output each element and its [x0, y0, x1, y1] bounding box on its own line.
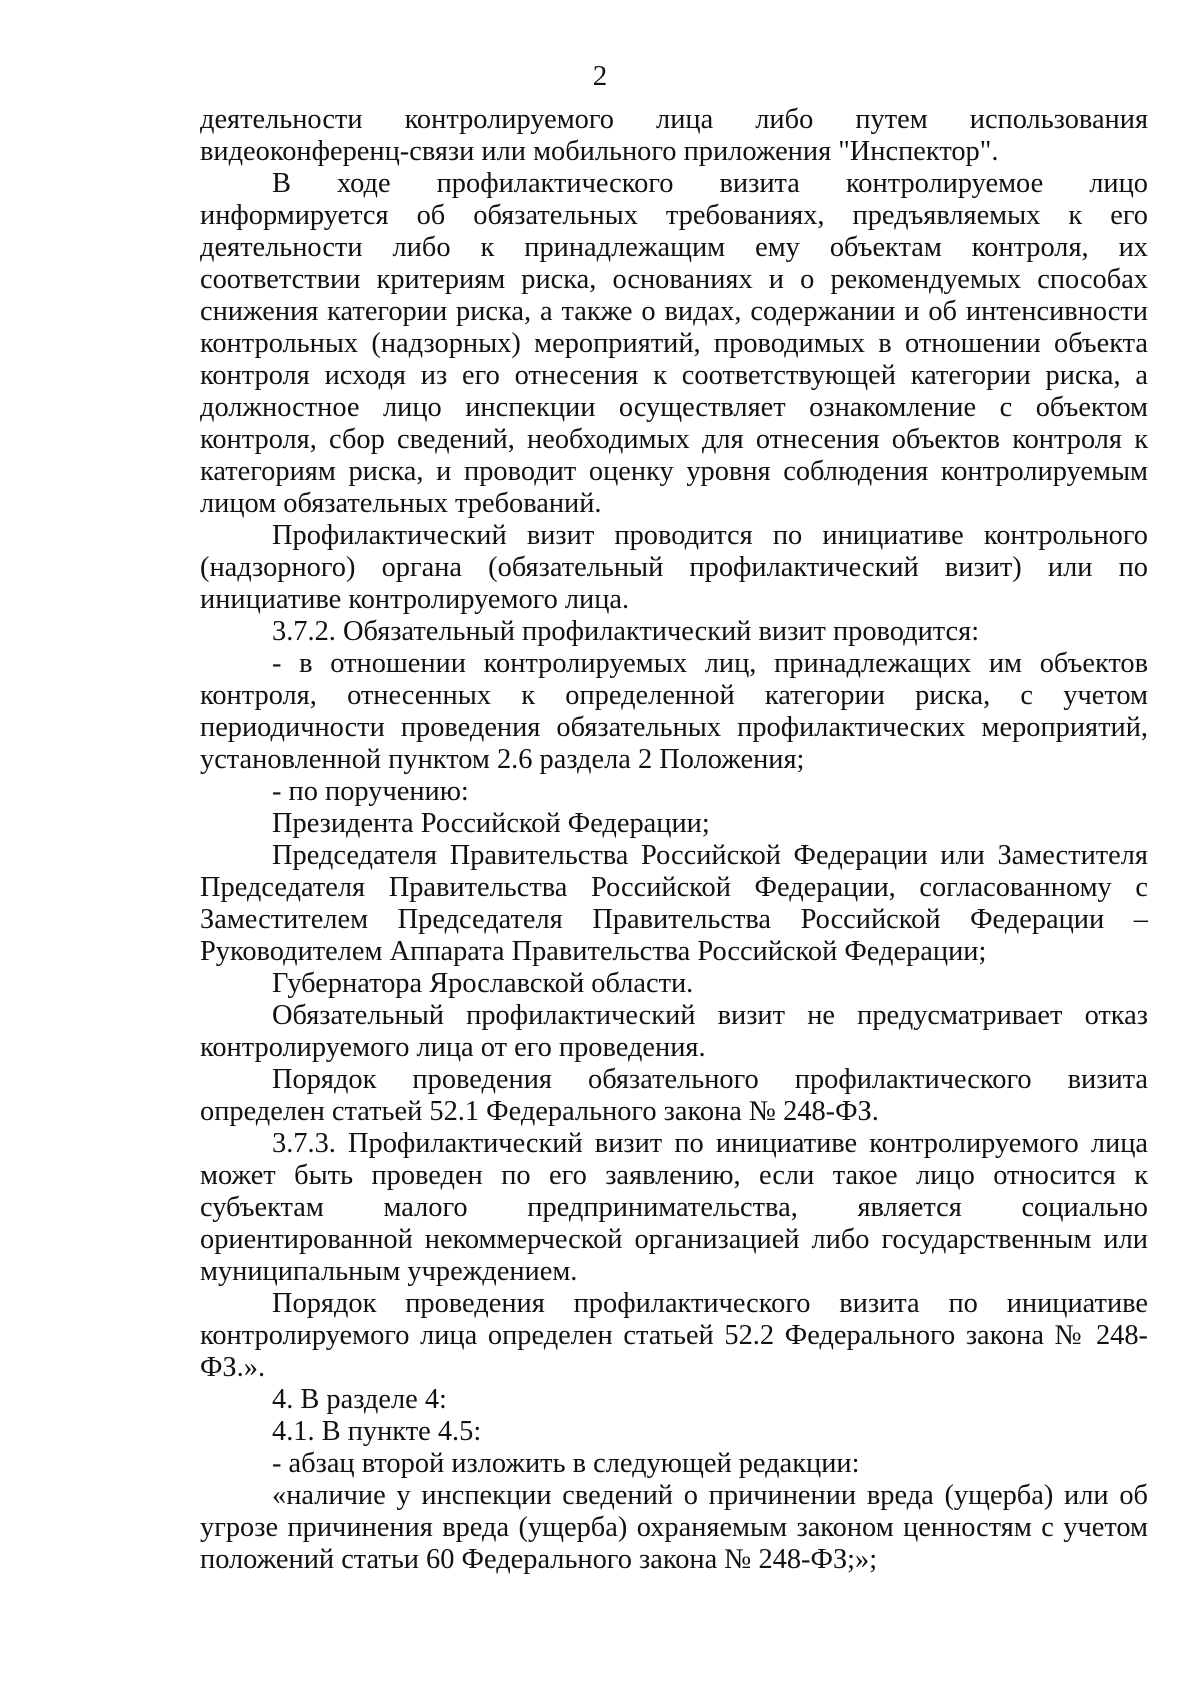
paragraph-clause-3-7-2: 3.7.2. Обязательный профилактический визит проводится: — [272, 616, 980, 647]
paragraph-clause-3-7-3: 3.7.3. Профилактический визит по инициативе контролируемого лица может быть проведен по его заявлению, если такое лицо относится к субъектам малого предпринимательства, является социально ориентированной некоммерческой организацией либо государственным или муниципальным учреждением. — [200, 1128, 1148, 1287]
paragraph-visit-information: В ходе профилактического визита контролируемое лицо информируется об обязательных требованиях, предъявляемых к его деятельности либо к принадлежащим ему объектам контроля, их соответствии критериям риска, основаниях и о рекомендуемых способах снижения категории риска, а также о видах, содержании и об интенсивности контрольных (надзорных) мероприятий, проводимых в отношении объекта контроля исходя из его отнесения к соответствующей категории риска, а должностное лицо инспекции осуществляет ознакомление с объектом контроля, сбор сведений, необходимых для отнесения объектов контроля к категориям риска, и проводит оценку уровня соблюдения контролируемым лицом обязательных требований. — [200, 168, 1148, 519]
paragraph-risk-category-item: - в отношении контролируемых лиц, принадлежащих им объектов контроля, отнесенных к определенной категории риска, с учетом периодичности проведения обязательных профилактических мероприятий, установленной пунктом 2.6 раздела 2 Положения; — [200, 648, 1148, 775]
paragraph-visit-initiative: Профилактический визит проводится по инициативе контрольного (надзорного) органа (обязательный профилактический визит) или по инициативе контролируемого лица. — [200, 520, 1148, 615]
paragraph-by-order-item: - по поручению: — [272, 776, 469, 807]
document-body — [200, 104, 1148, 1576]
page-number: 2 — [592, 60, 608, 92]
paragraph-clause-4-1: 4.1. В пункте 4.5: — [272, 1416, 482, 1447]
paragraph-president: Президента Российской Федерации; — [272, 808, 710, 839]
paragraph-no-refusal: Обязательный профилактический визит не предусматривает отказ контролируемого лица от его проведения. — [200, 1000, 1148, 1063]
paragraph-section-4: 4. В разделе 4: — [272, 1384, 447, 1415]
paragraph-governor: Губернатора Ярославской области. — [272, 968, 694, 999]
paragraph-government-chairman: Председателя Правительства Российской Федерации или Заместителя Председателя Правительства Российской Федерации, согласованному с Заместителем Председателя Правительства Российской Федерации – Руководителем Аппарата Правительства Российской Федерации; — [200, 840, 1148, 967]
paragraph-procedure-52-1: Порядок проведения обязательного профилактического визита определен статьей 52.1 Федерального закона № 248-ФЗ. — [200, 1064, 1148, 1127]
paragraph-procedure-52-2: Порядок проведения профилактического визита по инициативе контролируемого лица определен статьей 52.2 Федерального закона № 248-ФЗ.». — [200, 1288, 1148, 1383]
paragraph-new-wording: «наличие у инспекции сведений о причинении вреда (ущерба) или об угрозе причинения вреда (ущерба) охраняемым законом ценностям с учетом положений статьи 60 Федерального закона № 248-ФЗ;»; — [200, 1480, 1148, 1575]
paragraph-continuation: деятельности контролируемого лица либо путем использования видеоконференц-связи или мобильного приложения "Инспектор". — [200, 104, 1148, 167]
paragraph-second-subparagraph: - абзац второй изложить в следующей редакции: — [272, 1448, 860, 1479]
